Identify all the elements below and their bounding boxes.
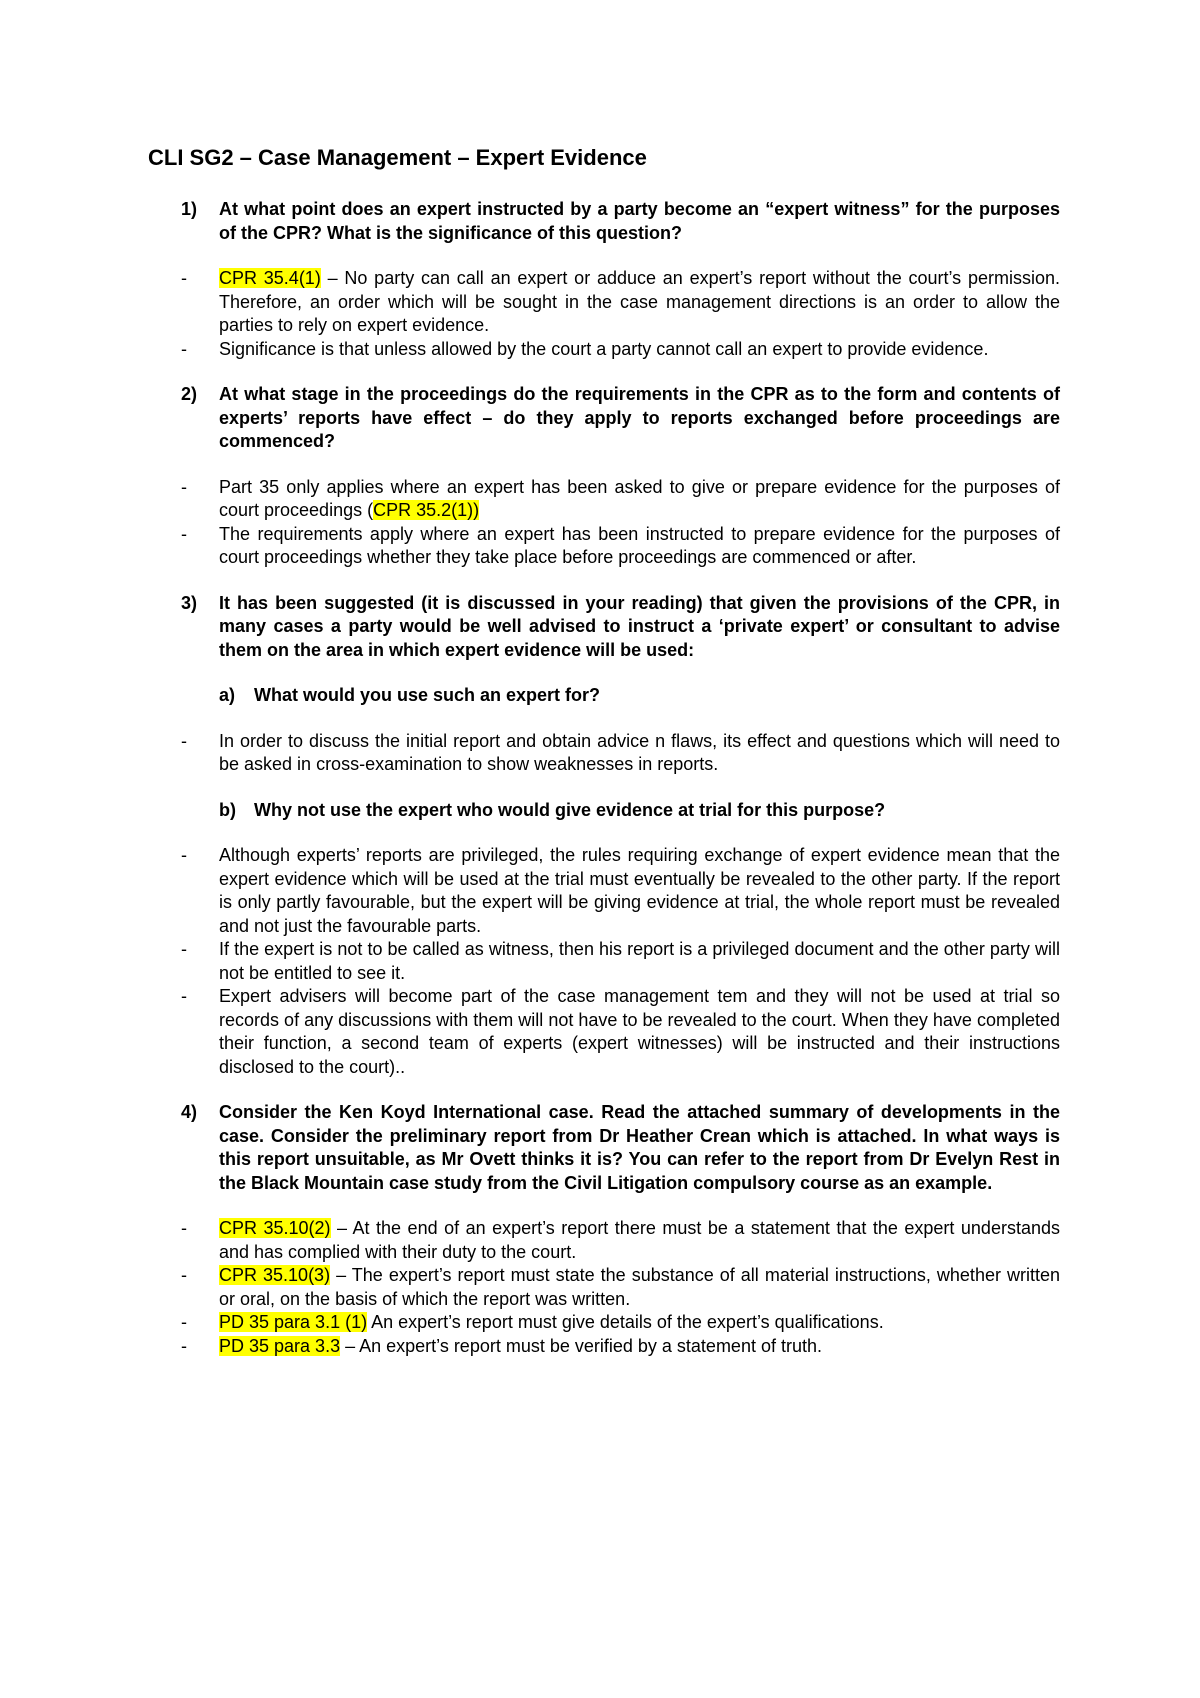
highlighted-reference: CPR 35.2(1)): [373, 500, 480, 520]
bullet-dash: -: [181, 986, 187, 1006]
bullet-dash: -: [181, 1265, 187, 1285]
document-page: [148, 143, 1060, 1380]
bullet-dash: -: [181, 1312, 187, 1332]
list-item: - CPR 35.4(1) – No party can call an expert or adduce an expert’s report without the court’s permission. Therefore, an order which will be sought in the case management directions is an order to allow the parties to rely on expert evidence.: [148, 267, 1060, 338]
subquestion-a: [219, 684, 1060, 708]
highlighted-reference: PD 35 para 3.3: [219, 1335, 341, 1356]
list-item: - Significance is that unless allowed by the court a party cannot call an expert to provide evidence.: [148, 338, 1060, 362]
subquestion-text: Why not use the expert who would give evidence at trial for this purpose?: [254, 799, 886, 820]
list-item: - PD 35 para 3.1 (1) An expert’s report must give details of the expert’s qualifications.: [148, 1311, 1060, 1335]
question-1: [148, 198, 1060, 245]
subquestion-b: [219, 799, 1060, 823]
question-text: At what stage in the proceedings do the requirements in the CPR as to the form and contents of experts’ reports have effect – do they apply to reports exchanged before proceedings are commenced?: [219, 384, 1060, 451]
bullet-dash: -: [181, 1335, 187, 1356]
question-text: It has been suggested (it is discussed in your reading) that given the provisions of the CPR, in many cases a party would be well advised to instruct a ‘private expert’ or consultant to advise them on the area in which expert evidence will be used:: [219, 592, 1060, 660]
answer-list-3b: [148, 844, 1060, 1079]
subquestion-number: a): [219, 685, 236, 705]
answer-list-2: [148, 476, 1060, 570]
bullet-dash: -: [181, 268, 187, 288]
list-item: - If the expert is not to be called as witness, then his report is a privileged document and the other party will not be entitled to see it.: [148, 938, 1060, 985]
list-item: - In order to discuss the initial report and obtain advice n flaws, its effect and questions which will need to be asked in cross-examination to show weaknesses in reports.: [148, 730, 1060, 777]
list-item: - CPR 35.10(3) – The expert’s report must state the substance of all material instructions, whether written or oral, on the basis of which the report was written.: [148, 1264, 1060, 1311]
answer-list-3a: [148, 730, 1060, 777]
bullet-dash: -: [181, 476, 187, 497]
subquestion-number: b): [219, 799, 236, 820]
list-item: - CPR 35.10(2) – At the end of an expert’s report there must be a statement that the expert understands and has complied with their duty to the court.: [148, 1217, 1060, 1264]
highlighted-reference: CPR 35.10(3): [219, 1265, 331, 1285]
answer-list-1: [148, 267, 1060, 361]
question-4: [148, 1101, 1060, 1195]
list-item: - Part 35 only applies where an expert has been asked to give or prepare evidence for the purposes of court proceedings (CPR 35.2(1)): [148, 476, 1060, 523]
question-text: At what point does an expert instructed by a party become an “expert witness” for the purposes of the CPR? What is the significance of this question?: [219, 199, 1060, 243]
list-item: - Although experts’ reports are privileged, the rules requiring exchange of expert evidence mean that the expert evidence which will be used at the trial must eventually be revealed to the other party. If the report is only partly favourable, but the expert will be giving evidence at trial, the whole report must be revealed and not just the favourable parts.: [148, 844, 1060, 938]
question-number: 2): [181, 384, 198, 404]
bullet-dash: -: [181, 845, 187, 865]
list-item: - The requirements apply where an expert has been instructed to prepare evidence for the purposes of court proceedings whether they take place before proceedings are commenced or after.: [148, 523, 1060, 570]
bullet-dash: -: [181, 523, 187, 544]
list-item: - PD 35 para 3.3 – An expert’s report must be verified by a statement of truth.: [148, 1335, 1060, 1359]
bullet-dash: -: [181, 1218, 187, 1238]
question-3: [148, 592, 1060, 663]
list-item: - Expert advisers will become part of the case management tem and they will not be used at trial so records of any discussions with them will not have to be revealed to the court. When they have completed their function, a second team of experts (expert witnesses) will be instructed and their instructions disclosed to the court)..: [148, 985, 1060, 1079]
highlighted-reference: CPR 35.10(2): [219, 1218, 331, 1238]
highlighted-reference: PD 35 para 3.1 (1): [219, 1312, 368, 1332]
highlighted-reference: CPR 35.4(1): [219, 268, 321, 288]
question-number: 1): [181, 199, 198, 219]
document-title: CLI SG2 – Case Management – Expert Evidence: [148, 145, 647, 170]
bullet-dash: -: [181, 730, 187, 751]
subquestion-text: What would you use such an expert for?: [254, 685, 601, 705]
bullet-dash: -: [181, 338, 187, 359]
answer-list-4: [148, 1217, 1060, 1358]
question-number: 4): [181, 1102, 198, 1122]
question-number: 3): [181, 592, 198, 613]
question-text: Consider the Ken Koyd International case. Read the attached summary of developments in the case. Consider the preliminary report from Dr Heather Crean which is attached. In what ways is this report unsuitable, as Mr Ovett thinks it is? You can refer to the report from Dr Evelyn Rest in the Black Mountain case study from the Civil Litigation compulsory course as an example.: [219, 1102, 1060, 1193]
bullet-dash: -: [181, 939, 187, 959]
question-2: [148, 383, 1060, 454]
